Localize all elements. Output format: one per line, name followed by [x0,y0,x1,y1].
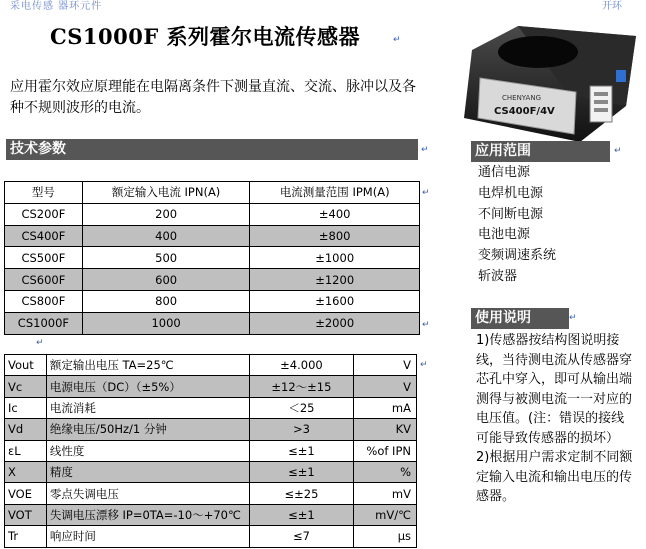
parameter-value-cell: >3 [249,419,353,440]
unit-cell: mV [354,483,417,504]
symbol-cell: VOE [5,483,47,504]
table-row [5,355,417,376]
product-brand-text: CHENYANG [502,94,541,102]
symbol-cell: X [5,461,47,482]
measure-range-cell: ±400 [250,203,420,225]
table-row [5,269,420,291]
header-left-text: 采电传感 器环元件 [10,1,103,12]
paragraph-mark: ↵ [421,145,429,155]
parameter-name-cell: 精度 [46,461,249,482]
section-header-applications: 应用范围 [471,141,610,162]
parameter-value-cell: ±4.000 [249,355,353,376]
model-table [4,181,420,335]
paragraph-mark: ↵ [420,360,428,370]
unit-cell: μs [354,526,417,547]
paragraph-mark: ↵ [36,338,44,348]
symbol-cell: εL [5,440,47,461]
table-row [5,483,417,504]
usage-notes [476,331,634,507]
model-cell: CS600F [5,269,83,291]
paragraph-mark: ↵ [614,146,622,156]
list-item: 电池电源 [478,227,531,243]
parameter-value-cell: ≤7 [249,526,353,547]
table-row [5,376,417,397]
parameter-name-cell: 失调电压漂移 IP=0TA=-10～+70℃ [46,504,249,525]
symbol-cell: VOT [5,504,47,525]
unit-cell: %of IPN [354,440,417,461]
column-header-model: 型号 [5,182,83,204]
rated-current-cell: 800 [82,290,250,312]
product-model-text: CS400F/4V [494,106,555,117]
unit-cell: mA [354,397,417,418]
unit-cell: KV [354,419,417,440]
parameter-name-cell: 响应时间 [46,526,249,547]
table-row [5,290,420,312]
list-item: 电焊机电源 [478,185,544,201]
paragraph-mark: ↵ [569,313,577,323]
column-header-rated-current: 额定输入电流 IPN(A) [82,182,250,204]
measure-range-cell: ±800 [250,225,420,247]
list-item: 通信电源 [478,165,531,180]
parameter-name-cell: 绝缘电压/50Hz/1 分钟 [46,419,249,440]
paragraph-mark: ↵ [393,35,401,45]
parameter-name-cell: 电源电压（DC）（±5%） [46,376,249,397]
parameter-value-cell: ≤±1 [249,504,353,525]
product-image [458,20,640,148]
table-row [5,397,417,418]
header-right-text: 开环 [602,1,622,12]
model-cell: CS400F [5,225,83,247]
list-item: 不间断电源 [478,206,544,222]
table-row [5,461,417,482]
symbol-cell: Tr [5,526,47,547]
intro-paragraph: 应用霍尔效应原理能在电隔离条件下测量直流、交流、脉冲以及各种不规则波形的电流。 [10,79,416,116]
rated-current-cell: 600 [82,269,250,291]
unit-cell: mV/℃ [354,504,417,525]
parameter-value-cell: ≤±1 [249,461,353,482]
measure-range-cell: ±1200 [250,269,420,291]
rated-current-cell: 200 [82,203,250,225]
symbol-cell: Ic [5,397,47,418]
model-cell: CS500F [5,247,83,269]
list-item: 斩波器 [478,268,518,284]
table-row [5,504,417,525]
parameter-name-cell: 电流消耗 [46,397,249,418]
symbol-cell: Vd [5,419,47,440]
table-row [5,440,417,461]
usage-note: 1)传感器按结构图说明接线，当待测电流从传感器穿芯孔中穿入，即可从输出端测得与被测电流一一对应的电压值。(注：错误的接线可能导致传感器的损坏） [476,333,633,446]
list-item: 变频调速系统 [478,248,557,264]
parameter-name-cell: 额定输出电压 TA=25℃ [46,355,249,376]
measure-range-cell: ±1000 [250,247,420,269]
table-row [5,225,420,247]
rated-current-cell: 1000 [82,312,250,334]
paragraph-mark: ↵ [422,320,430,330]
section-header-usage: 使用说明 [471,308,569,329]
parameter-name-cell: 零点失调电压 [46,483,249,504]
unit-cell: % [354,461,417,482]
model-cell: CS800F [5,290,83,312]
page-title: CS1000F 系列霍尔电流传感器 [50,24,361,49]
table-header-row [5,182,420,204]
section-header-specs: 技术参数 [6,139,418,160]
model-cell: CS1000F [5,312,83,334]
symbol-cell: Vc [5,376,47,397]
rated-current-cell: 500 [82,247,250,269]
applications-list [478,163,556,288]
column-header-measure-range: 电流测量范围 IPM(A) [250,182,420,204]
parameter-value-cell: ＜25 [249,397,353,418]
rated-current-cell: 400 [82,225,250,247]
table-row [5,312,420,334]
symbol-cell: Vout [5,355,47,376]
table-row [5,526,417,547]
parameter-table [4,354,417,548]
table-row [5,419,417,440]
table-row [5,247,420,269]
parameter-value-cell: ≤±1 [249,440,353,461]
unit-cell: V [354,355,417,376]
parameter-value-cell: ±12～±15 [249,376,353,397]
unit-cell: V [354,376,417,397]
parameter-name-cell: 线性度 [46,440,249,461]
measure-range-cell: ±1600 [250,290,420,312]
table-row [5,203,420,225]
paragraph-mark: ↵ [422,188,430,198]
parameter-value-cell: ≤±25 [249,483,353,504]
usage-note: 2)根据用户需求定制不同额定输入电流和输出电压的传感器。 [476,450,633,504]
measure-range-cell: ±2000 [250,312,420,334]
model-cell: CS200F [5,203,83,225]
